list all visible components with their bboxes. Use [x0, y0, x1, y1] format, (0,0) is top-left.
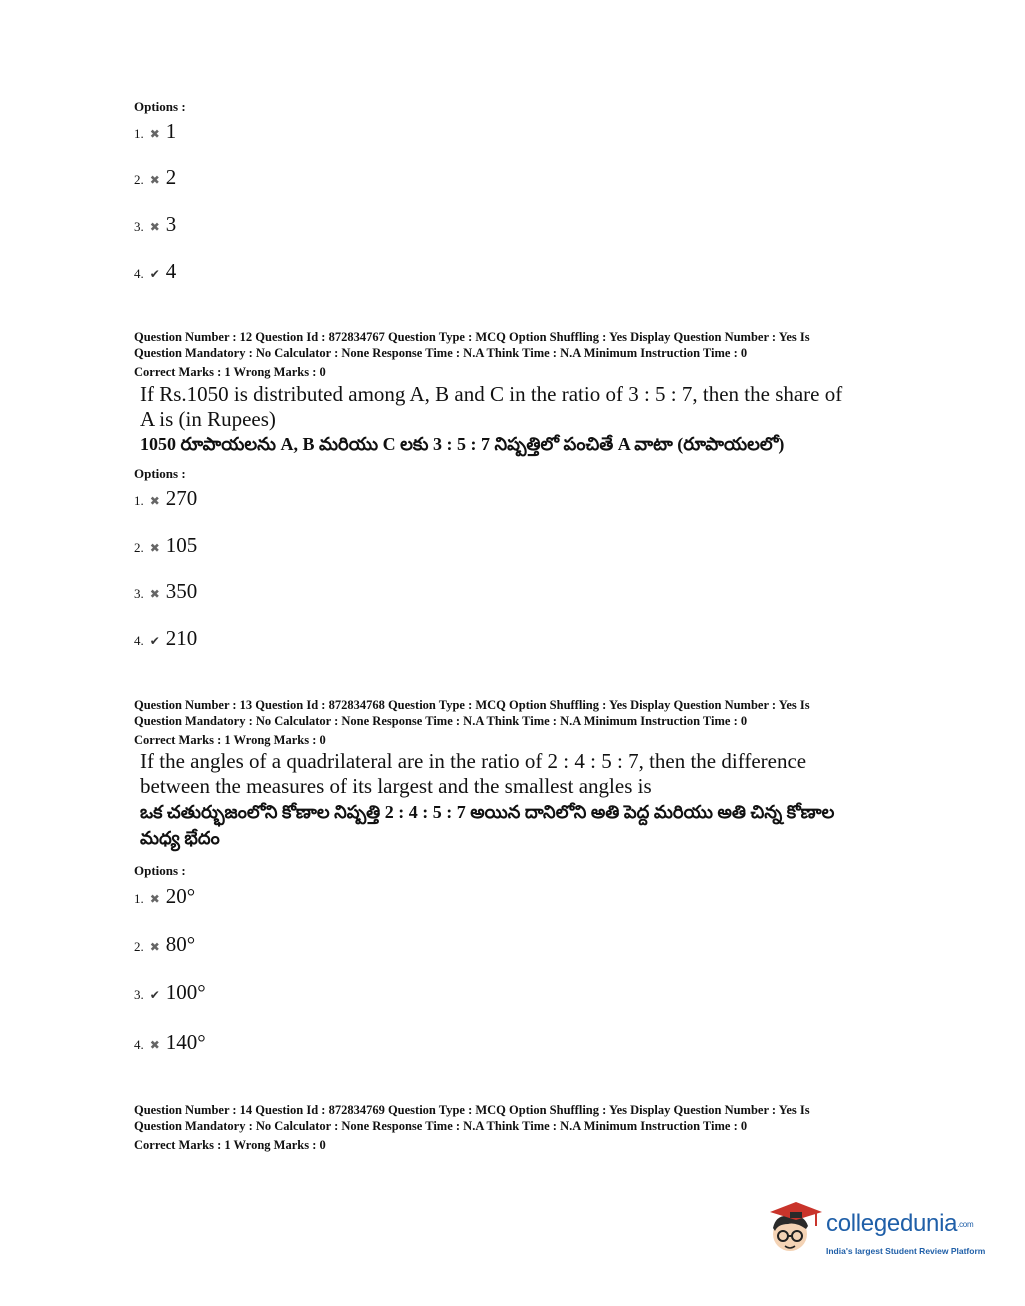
options-label: Options :	[134, 466, 186, 481]
logo-suffix: .com	[957, 1220, 974, 1230]
question-line: If the angles of a quadrilateral are in the ratio of 2 : 4 : 5 : 7, then the difference	[140, 749, 807, 773]
option-row[interactable]	[134, 579, 197, 604]
option-value: 270	[165, 486, 198, 510]
check-icon: ✔	[149, 634, 160, 648]
question-line: మధ్య భేదం	[140, 828, 220, 848]
check-icon: ✔	[149, 267, 160, 281]
cross-icon: ✖	[149, 940, 160, 954]
logo-name: collegedunia	[826, 1210, 958, 1237]
option-number: 4.	[134, 633, 144, 648]
cross-icon: ✖	[149, 892, 160, 906]
cross-icon: ✖	[149, 173, 160, 187]
option-row[interactable]	[134, 119, 176, 144]
option-value: 350	[165, 579, 198, 603]
meta-line: Question Number : 14 Question Id : 872834769 Question Type : MCQ Option Shuffling : Yes Display Question Number : Yes Is	[134, 1103, 810, 1117]
question-text-telugu	[140, 799, 900, 851]
meta-line: Question Mandatory : No Calculator : None Response Time : N.A Think Time : N.A Minimum Instruction Time : 0	[134, 346, 748, 360]
collegedunia-logo[interactable]	[766, 1198, 996, 1268]
option-value: 3	[165, 212, 177, 236]
question-line: A is (in Rupees)	[140, 407, 276, 431]
option-value: 20°	[165, 884, 196, 908]
option-row[interactable]	[134, 626, 197, 651]
option-row[interactable]	[134, 486, 197, 511]
option-number: 3.	[134, 586, 144, 601]
check-icon: ✔	[149, 988, 160, 1002]
option-row[interactable]	[134, 165, 176, 190]
option-row[interactable]	[134, 212, 176, 237]
meta-line: Correct Marks : 1 Wrong Marks : 0	[134, 733, 326, 747]
option-value: 1	[165, 119, 177, 143]
option-number: 4.	[134, 266, 144, 281]
meta-line: Correct Marks : 1 Wrong Marks : 0	[134, 365, 326, 379]
option-row[interactable]	[134, 980, 206, 1005]
cross-icon: ✖	[149, 127, 160, 141]
option-value: 140°	[165, 1030, 206, 1054]
option-number: 1.	[134, 493, 144, 508]
mascot-icon	[766, 1198, 824, 1260]
option-number: 2.	[134, 939, 144, 954]
option-value: 100°	[165, 980, 206, 1004]
cross-icon: ✖	[149, 587, 160, 601]
options-label: Options :	[134, 99, 186, 114]
option-number: 1.	[134, 126, 144, 141]
question-line: between the measures of its largest and the smallest angles is	[140, 774, 652, 798]
option-value: 2	[165, 165, 177, 189]
cross-icon: ✖	[149, 541, 160, 555]
option-number: 3.	[134, 987, 144, 1002]
option-number: 1.	[134, 891, 144, 906]
meta-line: Question Mandatory : No Calculator : None Response Time : N.A Think Time : N.A Minimum Instruction Time : 0	[134, 714, 748, 728]
meta-line: Question Number : 12 Question Id : 872834767 Question Type : MCQ Option Shuffling : Yes Display Question Number : Yes Is	[134, 330, 810, 344]
option-row[interactable]	[134, 932, 195, 957]
cross-icon: ✖	[149, 1038, 160, 1052]
option-number: 4.	[134, 1037, 144, 1052]
question-text-telugu: 1050 రూపాయలను A, B మరియు C లకు 3 : 5 : 7 నిష్పత్తిలో పంచితే A వాటా (రూపాయలలో)	[140, 434, 785, 454]
option-value: 105	[165, 533, 198, 557]
option-row[interactable]	[134, 884, 195, 909]
meta-line: Correct Marks : 1 Wrong Marks : 0	[134, 1138, 326, 1152]
question-line: ఒక చతుర్భుజంలోని కోణాల నిష్పత్తి 2 : 4 : 5 : 7 అయిన దానిలోని అతి పెద్ద మరియు అతి చిన్న కోణాల	[140, 802, 835, 822]
option-number: 2.	[134, 172, 144, 187]
question-text	[140, 382, 900, 432]
question-text	[140, 749, 900, 799]
option-number: 2.	[134, 540, 144, 555]
options-label: Options :	[134, 863, 186, 878]
question-meta	[134, 1102, 894, 1153]
option-number: 3.	[134, 219, 144, 234]
question-meta	[134, 329, 894, 380]
option-row[interactable]	[134, 259, 176, 284]
logo-tagline: India's largest Student Review Platform	[826, 1246, 986, 1256]
option-value: 210	[165, 626, 198, 650]
option-row[interactable]	[134, 533, 197, 558]
meta-line: Question Mandatory : No Calculator : None Response Time : N.A Think Time : N.A Minimum Instruction Time : 0	[134, 1119, 748, 1133]
cross-icon: ✖	[149, 220, 160, 234]
meta-line: Question Number : 13 Question Id : 872834768 Question Type : MCQ Option Shuffling : Yes Display Question Number : Yes Is	[134, 698, 810, 712]
cross-icon: ✖	[149, 494, 160, 508]
question-meta	[134, 697, 894, 748]
option-value: 80°	[165, 932, 196, 956]
option-row[interactable]	[134, 1030, 206, 1055]
option-value: 4	[165, 259, 177, 283]
question-line: If Rs.1050 is distributed among A, B and C in the ratio of 3 : 5 : 7, then the share of	[140, 382, 843, 406]
